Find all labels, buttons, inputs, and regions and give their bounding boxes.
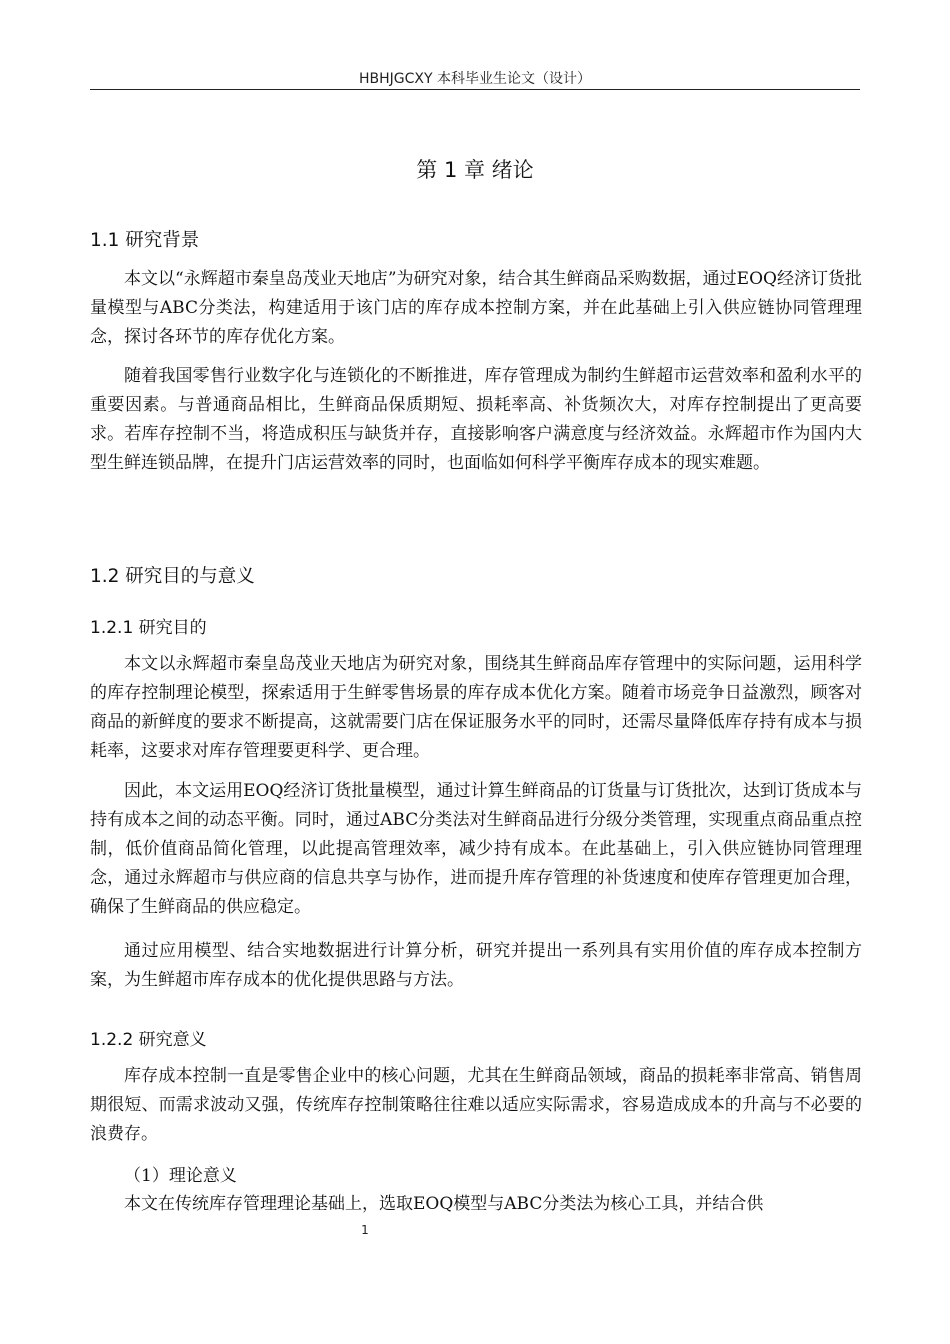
- paragraph: 本文以“永辉超市秦皇岛茂业天地店”为研究对象，结合其生鲜商品采购数据，通过EOQ经济订货批量模型与ABC分类法，构建适用于该门店的库存成本控制方案，并在此基础上引入供应链协同管理理念，探讨各环节的库存优化方案。: [90, 269, 862, 347]
- paragraph: 通过应用模型、结合实地数据进行计算分析，研究并提出一系列具有实用价值的库存成本控制方案，为生鲜超市库存成本的优化提供思路与方法。: [90, 941, 862, 990]
- section-heading-1-2: 1.2 研究目的与意义: [90, 566, 255, 587]
- sub-heading-theory: （1）理论意义: [124, 1166, 237, 1186]
- paragraph: 本文在传统库存管理理论基础上，选取EOQ模型与ABC分类法为核心工具，并结合供: [124, 1194, 764, 1214]
- paragraph: 因此，本文运用EOQ经济订货批量模型，通过计算生鲜商品的订货量与订货批次，达到订货成本与持有成本之间的动态平衡。同时，通过ABC分类法对生鲜商品进行分级分类管理，实现重点商品重点控制，低价值商品简化管理，以此提高管理效率，减少持有成本。在此基础上，引入供应链协同管理理念，通过永辉超市与供应商的信息共享与协作，进而提升库存管理的补货速度和使库存管理更加合理，确保了生鲜商品的供应稳定。: [90, 781, 862, 917]
- paragraph: 随着我国零售行业数字化与连锁化的不断推进，库存管理成为制约生鲜超市运营效率和盈利水平的重要因素。与普通商品相比，生鲜商品保质期短、损耗率高、补货频次大，对库存控制提出了更高要求。若库存控制不当，将造成积压与缺货并存，直接影响客户满意度与经济效益。永辉超市作为国内大型生鲜连锁品牌，在提升门店运营效率的同时，也面临如何科学平衡库存成本的现实难题。: [90, 366, 862, 473]
- page-header: HBHJGCXY 本科毕业生论文（设计）: [358, 71, 591, 87]
- chapter-title: 第 1 章 绪论: [416, 158, 534, 182]
- subsection-heading-1-2-1: 1.2.1 研究目的: [90, 618, 207, 638]
- subsection-heading-1-2-2: 1.2.2 研究意义: [90, 1030, 207, 1050]
- header-divider: [90, 89, 860, 90]
- paragraph: 本文以永辉超市秦皇岛茂业天地店为研究对象，围绕其生鲜商品库存管理中的实际问题，运用科学的库存控制理论模型，探索适用于生鲜零售场景的库存成本优化方案。随着市场竞争日益激烈，顾客对商品的新鲜度的要求不断提高，这就需要门店在保证服务水平的同时，还需尽量降低库存持有成本与损耗率，这要求对库存管理要更科学、更合理。: [90, 654, 862, 761]
- page-number: 1: [361, 1223, 369, 1237]
- section-heading-1-1: 1.1 研究背景: [90, 230, 200, 251]
- paragraph: 库存成本控制一直是零售企业中的核心问题，尤其在生鲜商品领域，商品的损耗率非常高、销售周期很短、而需求波动又强，传统库存控制策略往往难以适应实际需求，容易造成成本的升高与不必要的浪费存。: [90, 1066, 862, 1144]
